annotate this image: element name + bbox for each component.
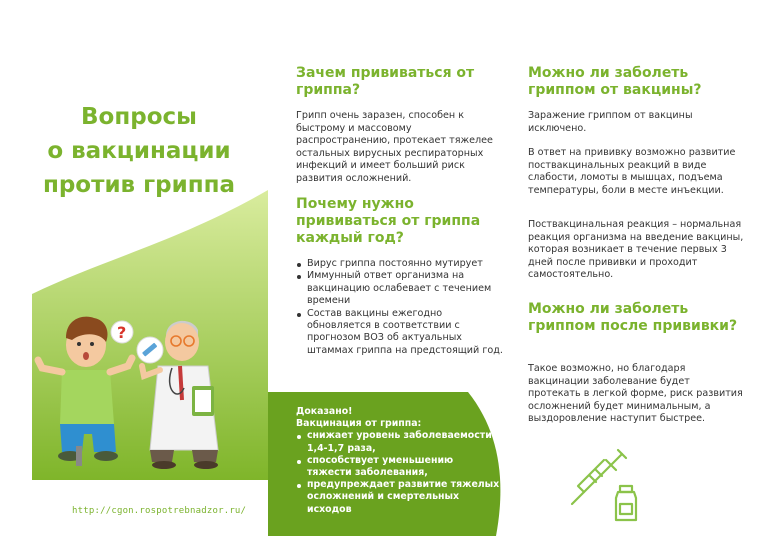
syringe-vial-icon	[566, 446, 646, 526]
answer-sick-from-vaccine-1: Заражение гриппом от вакцины исключено.	[528, 110, 693, 134]
syringe-bubble-icon	[137, 337, 163, 363]
proven-list	[296, 430, 501, 515]
svg-text:?: ?	[117, 323, 127, 342]
main-title-line-2: о вакцинации	[47, 138, 231, 164]
proven-facts	[296, 406, 501, 516]
question-sick-from-vaccine: Можно ли заболеть гриппом от вакцины?	[528, 65, 702, 98]
list-item: способствует уменьшению тяжести заболевания,	[296, 455, 501, 479]
answer-why-vaccinate: Грипп очень заразен, способен к быстрому и массовому распространению, протекает тяжелее остальных вирусных респираторных инфекций и имеет больший риск развития осложнений.	[296, 110, 493, 184]
answer-sick-from-vaccine-3: Поствакцинальная реакция – нормальная реакция организма на введение вакцины, которая возникает в течение первых 3 дней после прививки и проходит самостоятельно.	[528, 219, 744, 281]
list-item: Вирус гриппа постоянно мутирует	[296, 258, 506, 270]
question-why-vaccinate: Зачем прививаться от гриппа?	[296, 65, 475, 98]
main-title-line-1: Вопросы	[81, 104, 197, 130]
proven-title: Доказано!	[296, 406, 353, 417]
question-bubble-icon	[111, 321, 133, 343]
website-url[interactable]: http://cgon.rospotrebnadzor.ru/	[72, 506, 247, 516]
list-item: Иммунный ответ организма на вакцинацию ослабевает с течением времени	[296, 270, 506, 307]
proven-subtitle: Вакцинация от гриппа:	[296, 418, 422, 430]
question-sick-after-vaccine: Можно ли заболеть гриппом после прививки?	[528, 301, 738, 334]
doctor-patient-illustration	[32, 190, 268, 480]
main-title-line-3: против гриппа	[42, 172, 236, 198]
answer-sick-from-vaccine-2: В ответ на прививку возможно развитие поствакцинальных реакций в виде слабости, ломоты в мышцах, подъема температуры, боли в месте инъекции.	[528, 147, 736, 196]
list-item: Состав вакцины ежегодно обновляется в соответствии с прогнозом ВОЗ об актуальных штаммах гриппа на предстоящий год.	[296, 308, 506, 358]
reasons-list	[296, 258, 506, 357]
list-item: предупреждает развитие тяжелых осложнений и смертельных исходов	[296, 479, 501, 516]
main-title	[30, 100, 248, 202]
answer-sick-after-vaccine: Такое возможно, но благодаря вакцинации заболевание будет протекать в легкой форме, риск развития осложнений будет минимальным, а выздоровление наступит быстрее.	[528, 363, 743, 425]
question-every-year: Почему нужно прививаться от гриппа каждый год?	[296, 196, 481, 246]
list-item: снижает уровень заболеваемости в 1,4-1,7 раза,	[296, 430, 501, 454]
